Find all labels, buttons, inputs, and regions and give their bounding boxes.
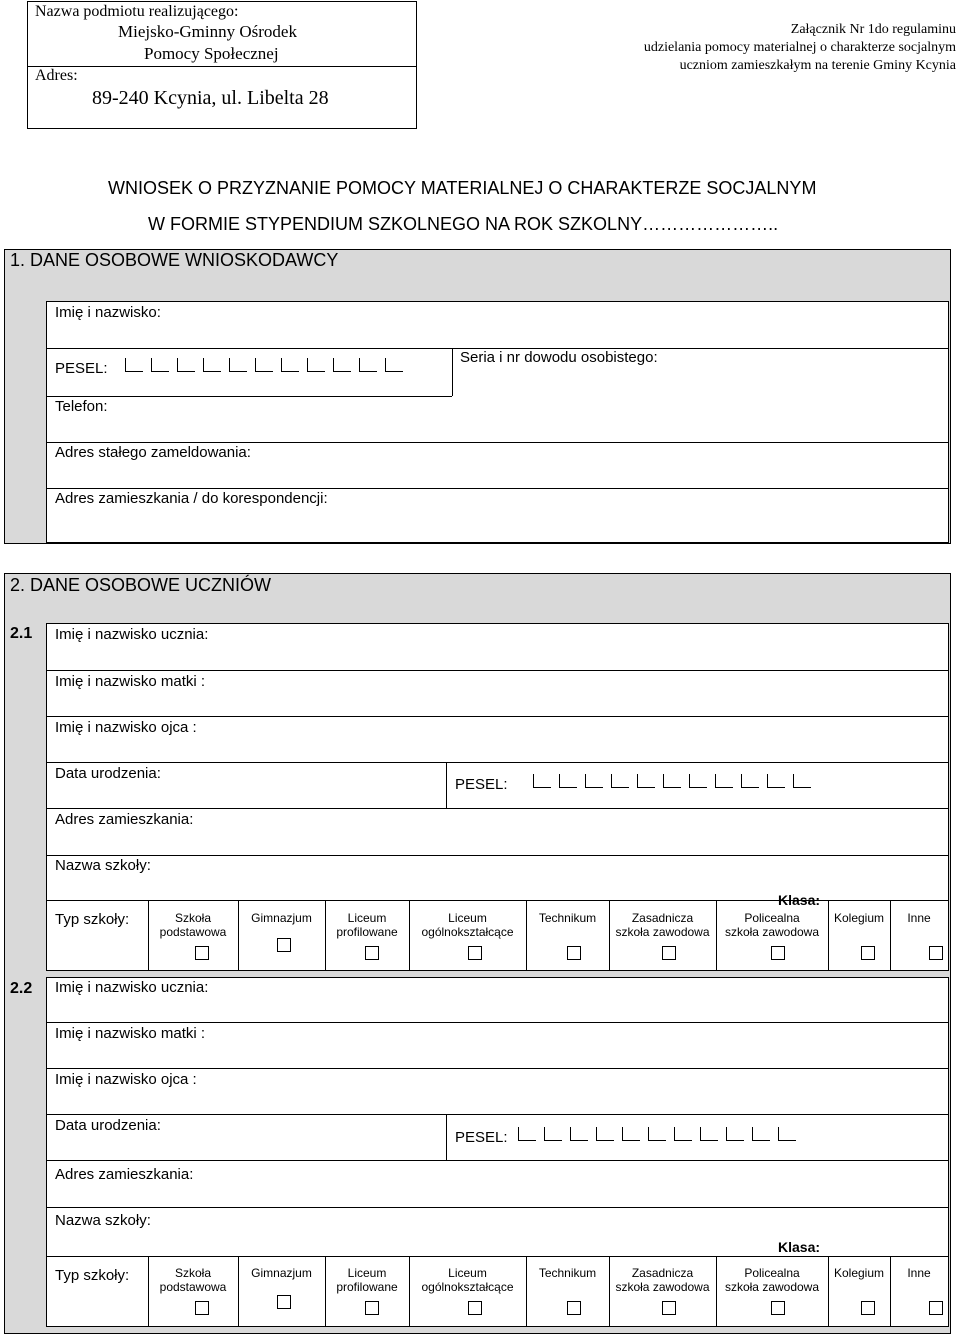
school-type-checkbox[interactable] [195, 946, 209, 960]
student-address-label: Adres zamieszkania: [55, 1166, 194, 1183]
section1-title: 1. DANE OSOBOWE WNIOSKODAWCY [10, 250, 339, 270]
pesel-digit[interactable] [559, 774, 577, 788]
pesel-digit[interactable] [622, 1127, 640, 1141]
pesel-digit[interactable] [125, 358, 143, 372]
student-pesel-label: PESEL: [455, 1129, 508, 1146]
entity-divider [28, 66, 416, 67]
school-type-checkbox[interactable] [195, 1301, 209, 1315]
school-type-option: Technikum [538, 1266, 597, 1280]
pesel-digit[interactable] [229, 358, 247, 372]
student-number: 2.2 [10, 980, 33, 997]
pesel-digit[interactable] [177, 358, 195, 372]
school-type-checkbox[interactable] [365, 946, 379, 960]
pesel-digit[interactable] [596, 1127, 614, 1141]
school-type-option: Inne [907, 911, 931, 925]
pesel-digit[interactable] [689, 774, 707, 788]
pesel-digit[interactable] [533, 774, 551, 788]
dob-label: Data urodzenia: [55, 1117, 161, 1134]
school-type-checkbox[interactable] [771, 946, 785, 960]
class-label: Klasa: [778, 892, 821, 908]
divider [47, 396, 452, 397]
divider [446, 762, 447, 808]
school-type-option: Technikum [538, 911, 597, 925]
section2-title: 2. DANE OSOBOWE UCZNIÓW [10, 575, 272, 595]
school-type-checkbox[interactable] [771, 1301, 785, 1315]
pesel-digit[interactable] [255, 358, 273, 372]
pesel-digit[interactable] [203, 358, 221, 372]
divider [47, 855, 948, 856]
mother-name-label: Imię i nazwisko matki : [55, 1025, 206, 1042]
school-type-option: Policealna szkoła zawodowa [724, 1266, 820, 1294]
form-title-line1: WNIOSEK O PRZYZNANIE POMOCY MATERIALNEJ O CHARAKTERZE SOCJALNYM [108, 178, 817, 198]
pesel-digit[interactable] [359, 358, 377, 372]
form-title-line2: W FORMIE STYPENDIUM SZKOLNEGO NA ROK SZKOLNY………………….. [148, 214, 779, 234]
annex-line1: Załącznik Nr 1do regulaminu [790, 22, 956, 37]
divider [47, 808, 948, 809]
mother-name-label: Imię i nazwisko matki : [55, 673, 206, 690]
applicant-perm-address-label: Adres stałego zameldowania: [55, 444, 251, 461]
pesel-digit[interactable] [637, 774, 655, 788]
applicant-pesel-label: PESEL: [55, 360, 108, 377]
school-type-option: Liceum profilowane [336, 911, 398, 939]
entity-name-line1: Miejsko-Gminny Ośrodek [118, 22, 297, 41]
school-name-label: Nazwa szkoły: [55, 857, 151, 874]
school-type-option: Liceum ogólnokształcące [421, 1266, 514, 1294]
pesel-digit[interactable] [793, 774, 811, 788]
annex-line3: uczniom zamieszkałym na terenie Gminy Kcynia [679, 58, 956, 73]
divider [47, 1207, 948, 1208]
student-pesel-field[interactable] [518, 1127, 796, 1141]
school-type-option: Inne [907, 1266, 931, 1280]
school-type-option: Liceum profilowane [336, 1266, 398, 1294]
divider [47, 670, 948, 671]
school-type-checkbox[interactable] [468, 946, 482, 960]
school-type-label: Typ szkoły: [55, 911, 130, 928]
entity-label: Nazwa podmiotu realizującego: [35, 3, 239, 20]
pesel-digit[interactable] [307, 358, 325, 372]
school-type-option: Liceum ogólnokształcące [421, 911, 514, 939]
school-type-option: Kolegium [833, 1266, 885, 1280]
pesel-digit[interactable] [585, 774, 603, 788]
school-type-checkbox[interactable] [861, 946, 875, 960]
school-type-checkbox[interactable] [861, 1301, 875, 1315]
pesel-digit[interactable] [726, 1127, 744, 1141]
school-type-checkbox[interactable] [567, 1301, 581, 1315]
divider [452, 348, 453, 396]
pesel-digit[interactable] [281, 358, 299, 372]
school-type-option: Kolegium [833, 911, 885, 925]
pesel-digit[interactable] [663, 774, 681, 788]
divider [47, 1022, 948, 1023]
divider [446, 1114, 447, 1160]
pesel-digit[interactable] [767, 774, 785, 788]
school-type-option: Policealna szkoła zawodowa [724, 911, 820, 939]
pesel-digit[interactable] [648, 1127, 666, 1141]
divider [47, 716, 948, 717]
pesel-digit[interactable] [333, 358, 351, 372]
school-type-label: Typ szkoły: [55, 1267, 130, 1284]
school-name-label: Nazwa szkoły: [55, 1212, 151, 1229]
applicant-corr-address-label: Adres zamieszkania / do korespondencji: [55, 490, 328, 507]
father-name-label: Imię i nazwisko ojca : [55, 719, 197, 736]
school-type-checkbox[interactable] [929, 946, 943, 960]
pesel-digit[interactable] [715, 774, 733, 788]
student-number: 2.1 [10, 625, 33, 642]
pesel-digit[interactable] [385, 358, 403, 372]
divider [47, 1114, 948, 1115]
pesel-digit[interactable] [611, 774, 629, 788]
school-type-checkbox[interactable] [277, 1295, 291, 1309]
school-type-option: Zasadnicza szkoła zawodowa [615, 1266, 710, 1294]
school-type-option: Gimnazjum [251, 911, 312, 925]
school-type-option: Zasadnicza szkoła zawodowa [615, 911, 710, 939]
school-type-checkbox[interactable] [929, 1301, 943, 1315]
student-address-label: Adres zamieszkania: [55, 811, 194, 828]
pesel-digit[interactable] [741, 774, 759, 788]
pesel-digit[interactable] [570, 1127, 588, 1141]
pesel-digit[interactable] [544, 1127, 562, 1141]
divider [47, 488, 948, 489]
class-label: Klasa: [778, 1239, 821, 1255]
school-type-checkbox[interactable] [662, 1301, 676, 1315]
school-type-option: Szkoła podstawowa [159, 1266, 227, 1294]
divider [47, 1256, 948, 1257]
address-value: 89-240 Kcynia, ul. Libelta 28 [92, 87, 329, 109]
pesel-digit[interactable] [700, 1127, 718, 1141]
student-name-label: Imię i nazwisko ucznia: [55, 979, 209, 996]
student-pesel-label: PESEL: [455, 776, 508, 793]
applicant-phone-label: Telefon: [55, 398, 108, 415]
school-type-checkbox[interactable] [468, 1301, 482, 1315]
entity-name-line2: Pomocy Społecznej [144, 44, 279, 63]
divider [47, 1068, 948, 1069]
applicant-id-label: Seria i nr dowodu osobistego: [460, 349, 658, 366]
school-type-checkbox[interactable] [365, 1301, 379, 1315]
school-type-option: Szkoła podstawowa [159, 911, 227, 939]
divider [47, 762, 948, 763]
student-name-label: Imię i nazwisko ucznia: [55, 626, 209, 643]
pesel-digit[interactable] [518, 1127, 536, 1141]
school-type-option: Gimnazjum [251, 1266, 312, 1280]
pesel-digit[interactable] [752, 1127, 770, 1141]
pesel-digit[interactable] [778, 1127, 796, 1141]
applicant-pesel-field[interactable] [125, 358, 403, 372]
applicant-name-label: Imię i nazwisko: [55, 304, 161, 321]
pesel-digit[interactable] [151, 358, 169, 372]
divider [47, 1160, 948, 1161]
father-name-label: Imię i nazwisko ojca : [55, 1071, 197, 1088]
dob-label: Data urodzenia: [55, 765, 161, 782]
divider [47, 442, 948, 443]
pesel-digit[interactable] [674, 1127, 692, 1141]
school-type-checkbox[interactable] [662, 946, 676, 960]
student-pesel-field[interactable] [533, 774, 811, 788]
address-label: Adres: [35, 67, 78, 84]
annex-line2: udzielania pomocy materialnej o charakterze socjalnym [643, 40, 956, 55]
school-type-checkbox[interactable] [567, 946, 581, 960]
school-type-checkbox[interactable] [277, 938, 291, 952]
